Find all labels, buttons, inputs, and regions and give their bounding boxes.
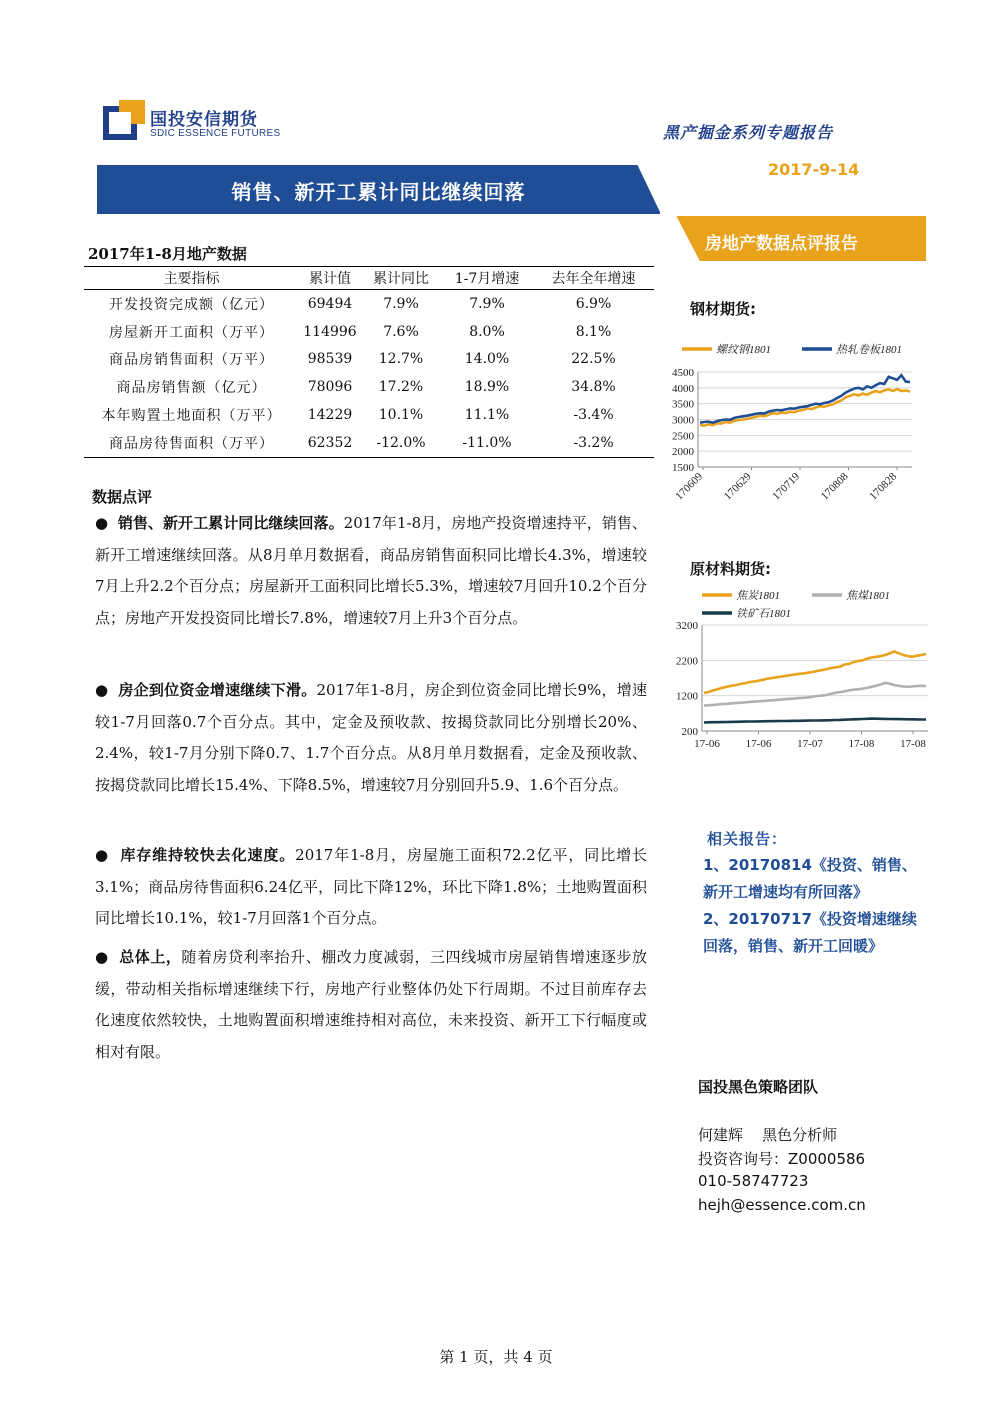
table-cell: 开发投资完成额（亿元） bbox=[109, 296, 274, 313]
table-cell: -11.0% bbox=[441, 429, 533, 457]
phone-number: 010-58747723 bbox=[698, 1172, 809, 1190]
x-tick-label: 17-08 bbox=[900, 738, 926, 750]
legend-label: 焦炭1801 bbox=[736, 590, 780, 602]
paragraph-lead: 销售、新开工累计同比继续回落。 bbox=[117, 514, 344, 532]
related-report-link[interactable]: 2、20170717《投资增速继续回落，销售、新开工回暖》 bbox=[703, 910, 917, 955]
y-tick-label: 2000 bbox=[672, 446, 694, 459]
series-line bbox=[704, 719, 926, 723]
table-cell: 7.6% bbox=[383, 323, 419, 340]
page-number: 第 1 页，共 4 页 bbox=[439, 1348, 553, 1366]
x-tick-label: 17-06 bbox=[745, 738, 772, 750]
steel-futures-chart bbox=[662, 335, 932, 525]
y-tick-label: 2200 bbox=[676, 655, 698, 668]
table-header-cell: 去年全年增速 bbox=[533, 267, 654, 290]
y-tick-label: 4000 bbox=[672, 382, 694, 395]
y-tick-label: 4500 bbox=[672, 367, 694, 379]
x-tick-label: 170808 bbox=[818, 470, 851, 503]
table-cell: 12.7% bbox=[378, 351, 424, 368]
table-cell: 7.9% bbox=[383, 295, 419, 312]
y-tick-label: 3000 bbox=[672, 414, 694, 427]
table-cell: -3.2% bbox=[533, 429, 654, 457]
legend-label: 焦煤1801 bbox=[846, 590, 890, 602]
commentary-paragraph bbox=[95, 942, 647, 1068]
report-date: 2017-9-14 bbox=[768, 160, 860, 179]
table-row bbox=[84, 373, 654, 401]
license-number: 投资咨询号：Z0000586 bbox=[698, 1150, 866, 1168]
series-line bbox=[700, 375, 910, 423]
table-cell: -12.0% bbox=[361, 429, 441, 457]
paragraph-text: 随着房贷利率抬升、棚改力度减弱，三四线城市房屋销售增速逐步放缓，带动相关指标增速继续下行，房地产行业整体仍处下行周期。不过目前库存去化速度依然较快，土地购置面积增速维持相对高位，未来投资、新开工下行幅度或相对有限。 bbox=[95, 948, 647, 1061]
table-row bbox=[84, 346, 654, 374]
data-table bbox=[84, 266, 654, 458]
table-cell: 14.0% bbox=[464, 351, 510, 368]
team-name: 国投黑色策略团队 bbox=[698, 1078, 819, 1096]
table-cell: 8.0% bbox=[469, 323, 505, 340]
table-cell: 98539 bbox=[307, 351, 353, 368]
related-report-link[interactable]: 1、20170814《投资、销售、新开工增速均有所回落》 bbox=[703, 856, 917, 901]
bullet-icon: ● bbox=[95, 681, 109, 699]
logo-text-cn: 国投安信期货 bbox=[150, 110, 258, 130]
chart-title-raw: 原材料期货: bbox=[690, 560, 771, 578]
table-cell: 6.9% bbox=[575, 295, 612, 312]
analyst-name: 何建辉 黑色分析师 bbox=[698, 1126, 838, 1144]
table-cell: 18.9% bbox=[464, 379, 510, 396]
table-cell: 10.1% bbox=[378, 407, 424, 424]
chart-title-steel: 钢材期货: bbox=[690, 300, 756, 318]
table-cell: 商品房待售面积（万平） bbox=[84, 429, 299, 457]
x-tick-label: 170629 bbox=[721, 470, 754, 503]
series-line bbox=[704, 683, 926, 706]
table-cell: 房屋新开工面积（万平） bbox=[109, 324, 274, 341]
table-row bbox=[84, 401, 654, 429]
y-tick-label: 3200 bbox=[676, 620, 698, 632]
table-cell: 34.8% bbox=[571, 379, 616, 396]
table-row bbox=[84, 429, 654, 457]
table-header-cell: 累计值 bbox=[299, 267, 361, 290]
legend-label: 螺纹钢1801 bbox=[716, 344, 771, 356]
y-tick-label: 1500 bbox=[672, 462, 694, 474]
related-reports-title: 相关报告： bbox=[707, 830, 788, 848]
page-title: 销售、新开工累计同比继续回落 bbox=[231, 180, 526, 204]
bullet-icon: ● bbox=[95, 514, 109, 532]
banner-divider bbox=[97, 212, 660, 214]
x-tick-label: 17-07 bbox=[797, 738, 823, 750]
table-cell: 62352 bbox=[299, 429, 361, 457]
paragraph-text: 2017年1-8月，房企到位资金同比增长9%，增速较1-7月回落0.7个百分点。其中，定金及预收款、按揭贷款同比分别增长20%、2.4%，较1-7月分别下降0.7、1.7个百分点。从8月单月数据看，定金及预收款、按揭贷款同比增长15.4%、下降8.5%，增速较7月分别回升5.9、1.6个百分点。 bbox=[95, 681, 647, 794]
paragraph-text: 2017年1-8月，房地产投资增速持平，销售、新开工增速继续回落。从8月单月数据看，商品房销售面积同比增长4.3%，增速较7月上升2.2个百分点；房屋新开工面积同比增长5.3%，增速较7月回升10.2个百分点；房地产开发投资同比增长7.8%，增速较7月上升3个百分点。 bbox=[95, 514, 647, 627]
table-cell: 11.1% bbox=[464, 407, 510, 424]
table-header-cell: 1-7月增速 bbox=[441, 267, 533, 290]
series-line bbox=[704, 652, 926, 693]
paragraph-lead: 房企到位资金增速继续下滑。 bbox=[118, 681, 317, 699]
legend-label: 铁矿石1801 bbox=[736, 608, 791, 620]
bullet-icon: ● bbox=[95, 948, 109, 966]
legend-label: 热轧卷板1801 bbox=[836, 344, 902, 356]
category-label: 房地产数据点评报告 bbox=[705, 234, 858, 254]
commentary-paragraph bbox=[95, 508, 647, 634]
table-cell: -3.4% bbox=[573, 407, 614, 424]
table-cell: 8.1% bbox=[575, 323, 612, 340]
company-logo-icon bbox=[103, 100, 145, 140]
paragraph-lead: 总体上， bbox=[119, 948, 182, 966]
table-cell: 17.2% bbox=[378, 379, 424, 396]
x-tick-label: 170609 bbox=[673, 470, 706, 503]
table-header-cell: 主要指标 bbox=[84, 267, 299, 290]
email-link[interactable]: hejh@essence.com.cn bbox=[698, 1196, 866, 1214]
y-tick-label: 3500 bbox=[672, 398, 694, 411]
commentary-paragraph bbox=[95, 675, 647, 801]
y-tick-label: 2500 bbox=[672, 430, 694, 443]
table-cell: 22.5% bbox=[571, 351, 616, 368]
table-row bbox=[84, 290, 654, 318]
table-title: 2017年1-8月地产数据 bbox=[88, 245, 247, 263]
table-header-cell: 累计同比 bbox=[361, 267, 441, 290]
table-header-row bbox=[84, 267, 654, 290]
commentary-paragraph bbox=[95, 840, 647, 935]
y-tick-label: 200 bbox=[681, 726, 698, 738]
report-series: 黑产掘金系列专题报告 bbox=[663, 123, 834, 142]
table-cell: 7.9% bbox=[469, 295, 505, 312]
x-tick-label: 17-08 bbox=[848, 738, 875, 750]
paragraph-lead: 库存维持较快去化速度。 bbox=[120, 846, 296, 864]
table-cell: 商品房销售面积（万平） bbox=[109, 352, 274, 369]
table-cell: 本年购置土地面积（万平） bbox=[101, 408, 282, 425]
table-cell: 14229 bbox=[307, 407, 353, 424]
paragraph-text: 2017年1-8月，房屋施工面积72.2亿平，同比增长3.1%；商品房待售面积6.24亿平，同比下降12%，环比下降1.8%；土地购置面积同比增长10.1%，较1-7月回落1个百分点。 bbox=[95, 846, 647, 927]
table-cell: 69494 bbox=[307, 295, 353, 312]
table-cell: 商品房销售额（亿元） bbox=[116, 380, 267, 397]
table-cell: 78096 bbox=[307, 379, 353, 396]
x-tick-label: 170828 bbox=[867, 470, 900, 503]
raw-materials-chart bbox=[662, 582, 932, 764]
commentary-title: 数据点评 bbox=[92, 488, 153, 506]
logo-text-en: SDIC ESSENCE FUTURES bbox=[150, 128, 281, 139]
bullet-icon: ● bbox=[95, 846, 109, 864]
x-tick-label: 17-06 bbox=[694, 738, 720, 750]
y-tick-label: 1200 bbox=[676, 690, 698, 703]
table-row bbox=[84, 318, 654, 346]
table-cell: 114996 bbox=[303, 323, 357, 340]
x-tick-label: 170719 bbox=[770, 470, 803, 503]
